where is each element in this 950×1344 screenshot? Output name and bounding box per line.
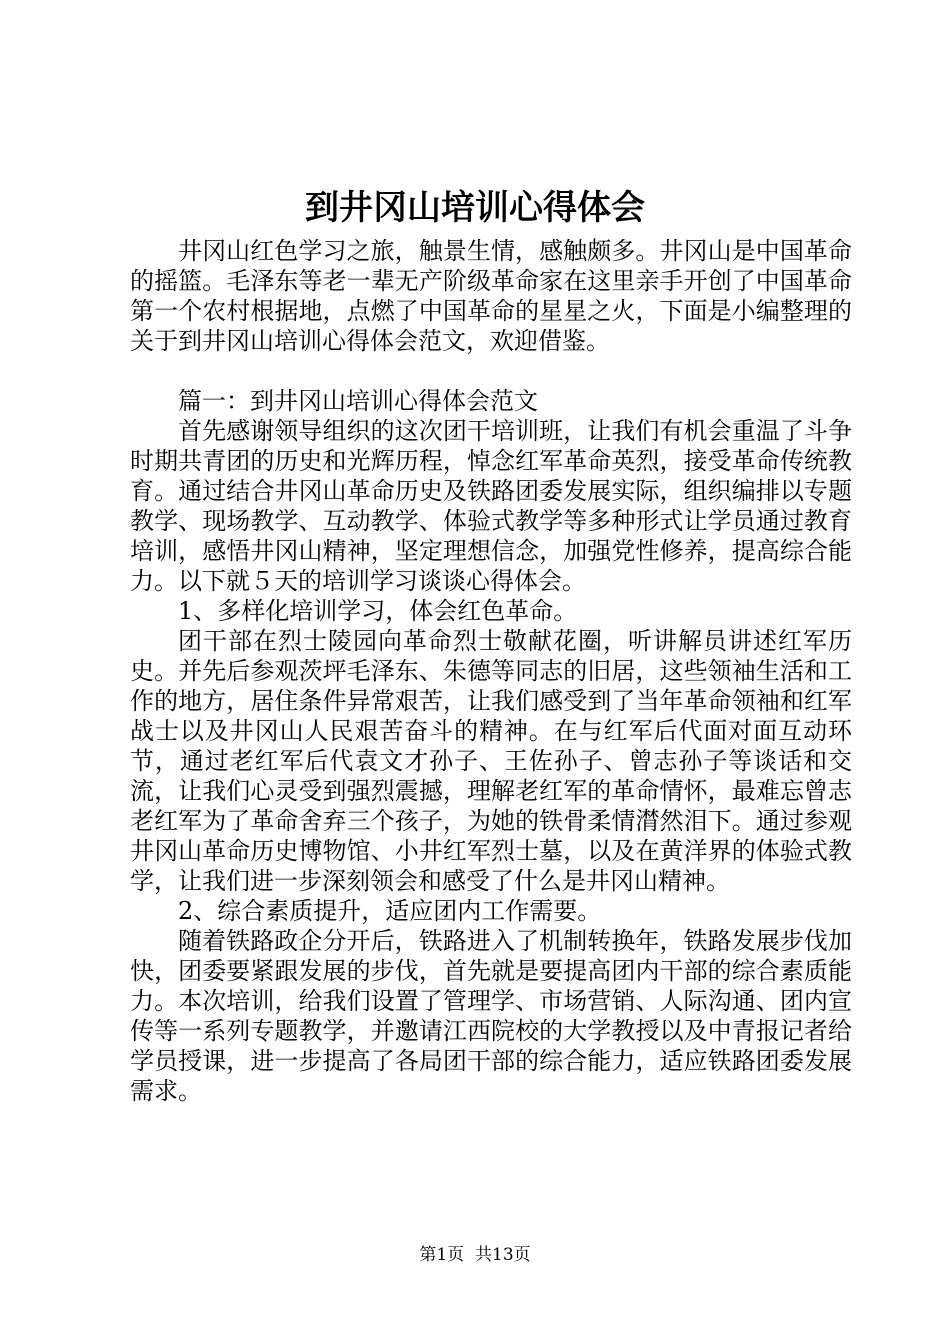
section-heading: 篇一：到井冈山培训心得体会范文	[178, 387, 538, 415]
page-number: 第1页	[419, 1245, 465, 1265]
body-paragraph-3: 随着铁路政企分开后，铁路进入了机制转换年，铁路发展步伐加快，团委要紧跟发展的步伐，首先就是要提高团内干部的综合素质能力。本次培训，给我们设置了管理学、市场营销、人际沟通、团内宣传等一系列专题教学，并邀请江西院校的大学教授以及中青报记者给学员授课，进一步提高了各局团干部的综合能力，适应铁路团委发展需求。	[130, 927, 852, 1105]
body-paragraph-2: 团干部在烈士陵园向革命烈士敬献花圈，听讲解员讲述红军历史。并先后参观茨坪毛泽东、朱德等同志的旧居，这些领袖生活和工作的地方，居住条件异常艰苦，让我们感受到了当年革命领袖和红军战士以及井冈山人民艰苦奋斗的精神。在与红军后代面对面互动环节，通过老红军后代袁文才孙子、王佐孙子、曾志孙子等谈话和交流，让我们心灵受到强烈震撼，理解老红军的革命情怀，最难忘曾志老红军为了革命舍弃三个孩子，为她的铁骨柔情潸然泪下。通过参观井冈山革命历史博物馆、小井红军烈士墓，以及在黄洋界的体验式教学，让我们进一步深刻领会和感受了什么是井冈山精神。	[130, 627, 852, 895]
subheading-1: 1、多样化培训学习，体会红色革命。	[178, 597, 578, 625]
page-total: 共13页	[475, 1245, 531, 1265]
document-title: 到井冈山培训心得体会	[305, 188, 645, 228]
body-paragraph-1: 首先感谢领导组织的这次团干培训班，让我们有机会重温了斗争时期共青团的历史和光辉历程，悼念红军革命英烈，接受革命传统教育。通过结合井冈山革命历史及铁路团委发展实际，组织编排以专题教学、现场教学、互动教学、体验式教学等多种形式让学员通过教育培训，感悟井冈山精神，坚定理想信念，加强党性修养，提高综合能力。以下就５天的培训学习谈谈心得体会。	[130, 417, 852, 595]
subheading-2: 2、综合素质提升，适应团内工作需要。	[178, 897, 602, 925]
paragraph-spacer	[130, 356, 852, 386]
intro-paragraph: 井冈山红色学习之旅，触景生情，感触颇多。井冈山是中国革命的摇篮。毛泽东等老一辈无产阶级革命家在这里亲手开创了中国革命第一个农村根据地，点燃了中国革命的星星之火，下面是小编整理的关于到井冈山培训心得体会范文，欢迎借鉴。	[130, 237, 852, 355]
page-footer	[0, 1244, 950, 1266]
document-body	[130, 236, 852, 1106]
